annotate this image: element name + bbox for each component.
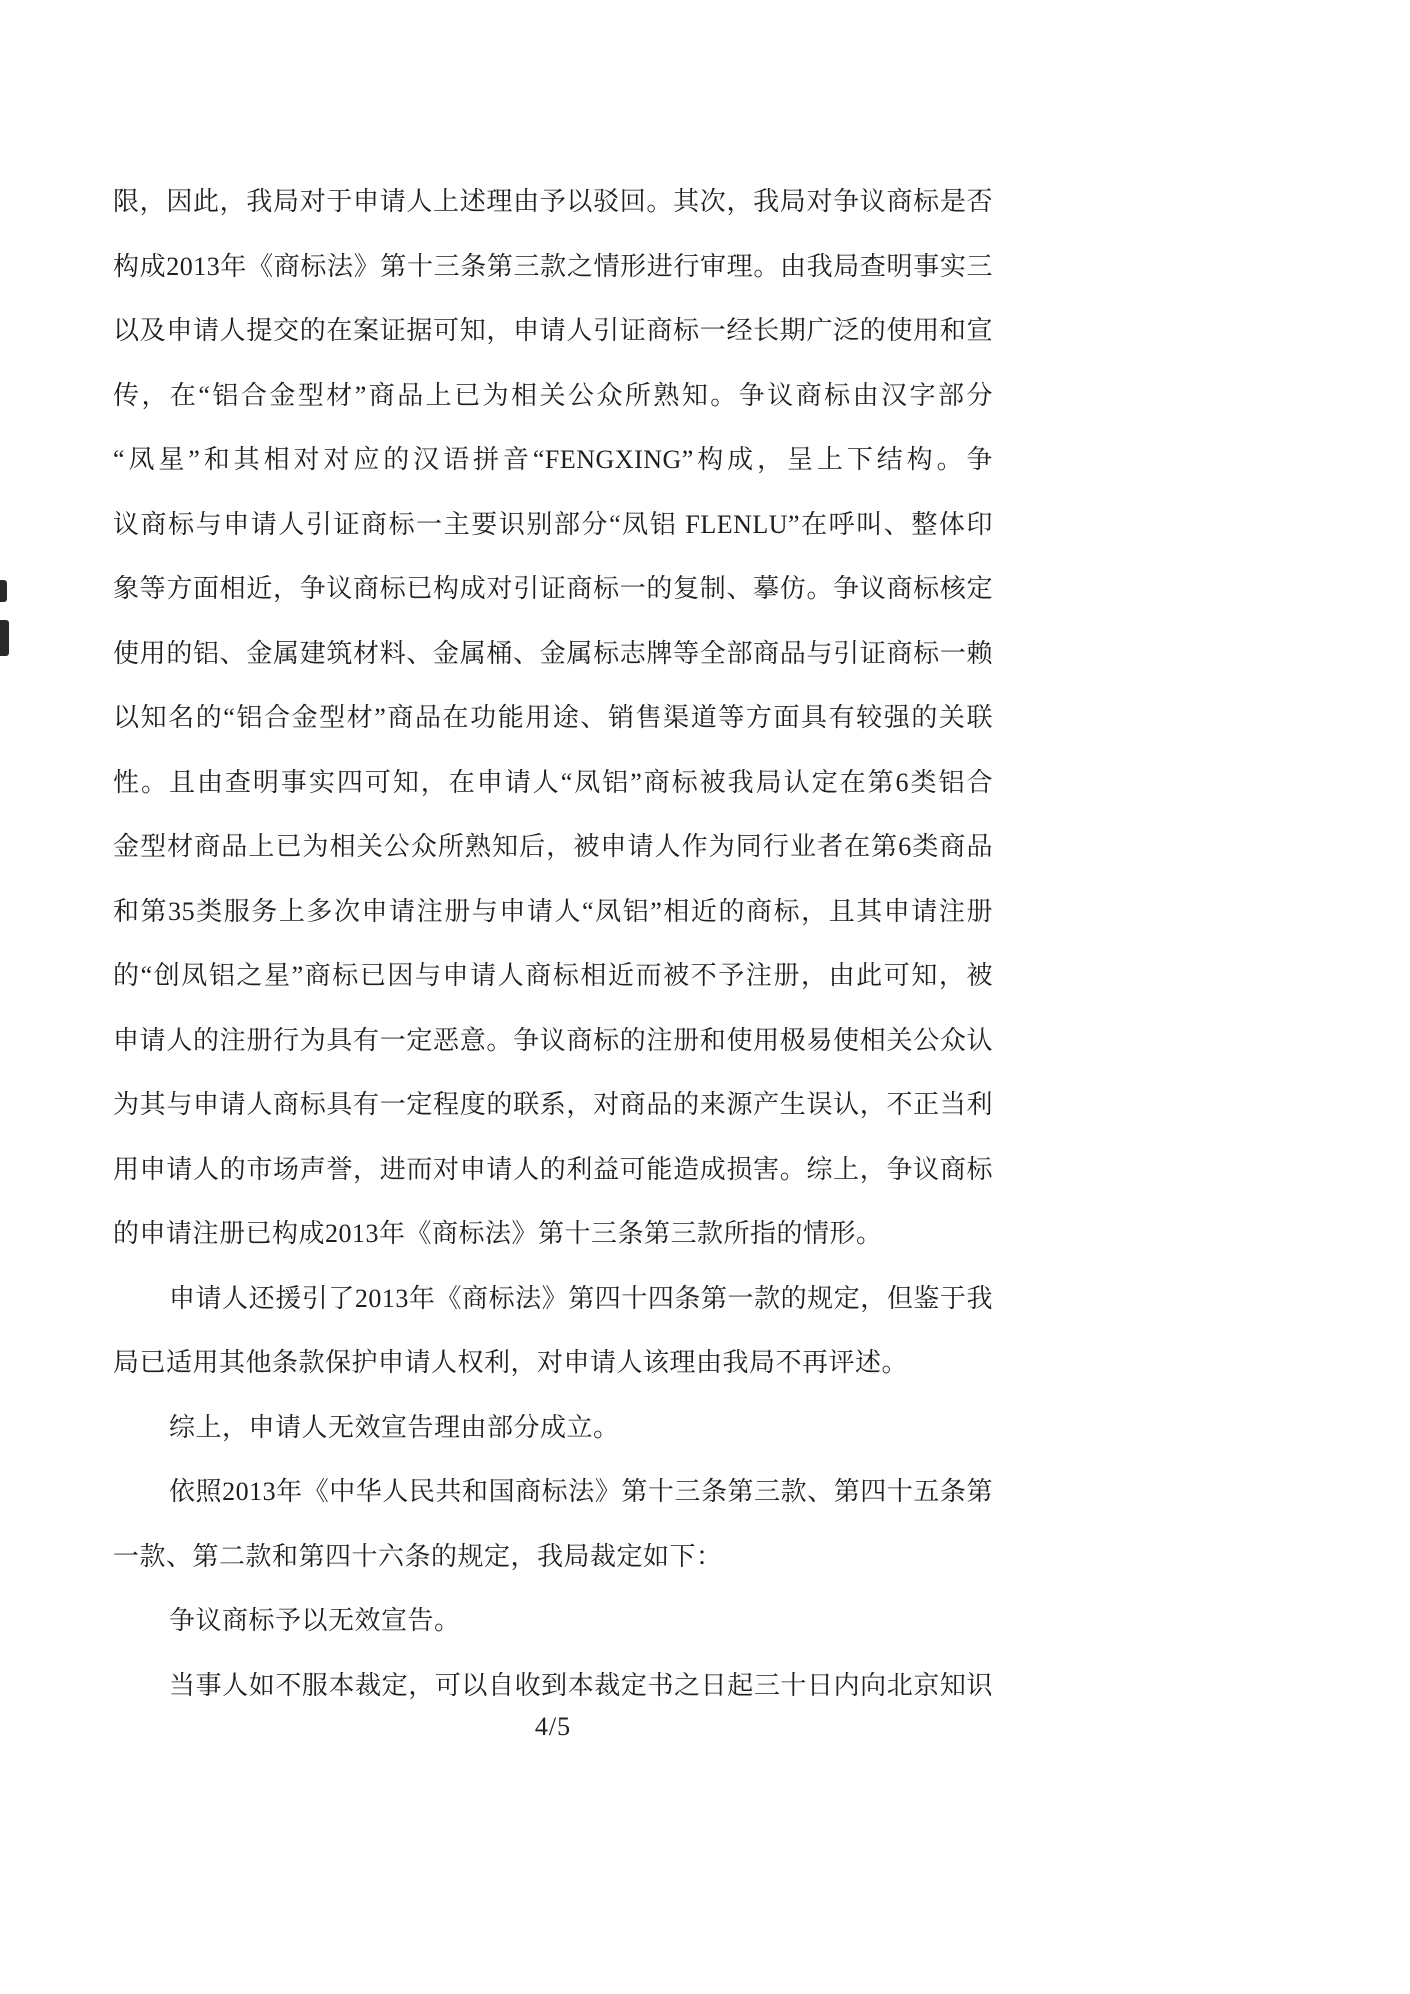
scan-artifact-icon	[0, 580, 7, 602]
text-line: 依照2013年《中华人民共和国商标法》第十三条第三款、第四十五条第	[169, 1477, 993, 1506]
text-line: 一款、第二款和第四十六条的规定，我局裁定如下：	[113, 1541, 723, 1571]
text-line: 限，因此，我局对于申请人上述理由予以驳回。其次，我局对争议商标是否	[113, 187, 993, 216]
text-line: 局已适用其他条款保护申请人权利，对申请人该理由我局不再评述。	[113, 1348, 909, 1377]
text-line: 象等方面相近，争议商标已构成对引证商标一的复制、摹仿。争议商标核定	[113, 574, 993, 603]
document-text-block	[113, 170, 993, 1718]
text-line: 议商标与申请人引证商标一主要识别部分“凤铝 FLENLU”在呼叫、整体印	[113, 509, 993, 539]
text-line: 申请人的注册行为具有一定恶意。争议商标的注册和使用极易使相关公众认	[113, 1025, 993, 1055]
text-line: 以知名的“铝合金型材”商品在功能用途、销售渠道等方面具有较强的关联	[113, 703, 993, 732]
text-line: 申请人还援引了2013年《商标法》第四十四条第一款的规定，但鉴于我	[169, 1283, 993, 1313]
text-line: 传，在“铝合金型材”商品上已为相关公众所熟知。争议商标由汉字部分	[113, 380, 993, 410]
text-line: 争议商标予以无效宣告。	[169, 1606, 461, 1635]
text-line: 当事人如不服本裁定，可以自收到本裁定书之日起三十日内向北京知识	[169, 1670, 993, 1700]
text-line: 用申请人的市场声誉，进而对申请人的利益可能造成损害。综上，争议商标	[113, 1154, 993, 1184]
text-line: “凤星”和其相对对应的汉语拼音“FENGXING”构成，呈上下结构。争	[113, 445, 993, 474]
page-number: 4/5	[534, 1712, 572, 1741]
text-line: 综上，申请人无效宣告理由部分成立。	[169, 1412, 620, 1442]
text-line: 构成2013年《商标法》第十三条第三款之情形进行审理。由我局查明事实三	[113, 251, 993, 281]
text-line: 使用的铝、金属建筑材料、金属桶、金属标志牌等全部商品与引证商标一赖	[113, 638, 993, 668]
text-line: 以及申请人提交的在案证据可知，申请人引证商标一经长期广泛的使用和宣	[113, 316, 993, 345]
text-line: 性。且由查明事实四可知，在申请人“凤铝”商标被我局认定在第6类铝合	[113, 767, 993, 797]
scan-artifact-icon	[0, 620, 9, 656]
text-line: 金型材商品上已为相关公众所熟知后，被申请人作为同行业者在第6类商品	[113, 832, 993, 861]
text-line: 的“创凤铝之星”商标已因与申请人商标相近而被不予注册，由此可知，被	[113, 961, 993, 990]
text-line: 为其与申请人商标具有一定程度的联系，对商品的来源产生误认，不正当利	[113, 1090, 993, 1119]
text-line: 的申请注册已构成2013年《商标法》第十三条第三款所指的情形。	[113, 1219, 883, 1248]
text-line: 和第35类服务上多次申请注册与申请人“凤铝”相近的商标，且其申请注册	[113, 896, 993, 926]
